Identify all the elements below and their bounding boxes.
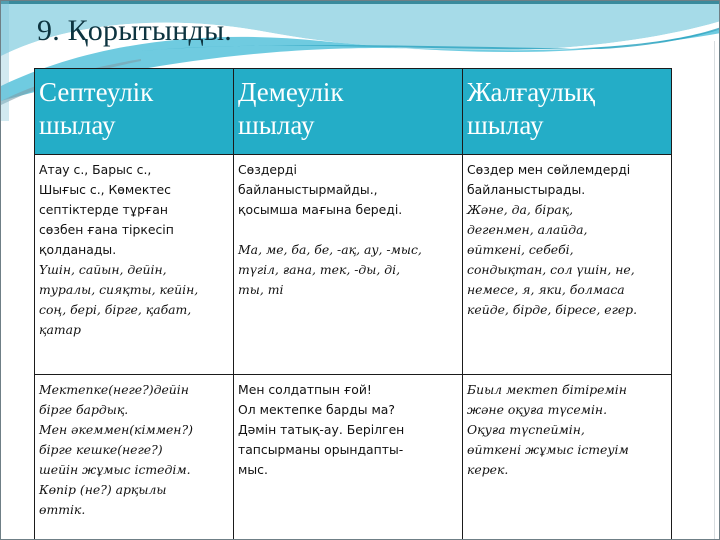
- cell-demeulik-examples: [234, 375, 463, 540]
- header-demeulik: [234, 69, 463, 155]
- definition-line: қосымша мағына береді.: [238, 202, 403, 217]
- table-header-row: [35, 69, 672, 155]
- example-line: өйткені, себебі,: [467, 242, 574, 257]
- definition-line: септіктерде тұрған: [39, 202, 168, 217]
- example-line: немесе, я, яки, болмаса: [467, 282, 625, 297]
- sentence-line: Биыл мектеп бітіремін: [467, 382, 627, 397]
- sentence-line: Дәмін татық-ау. Берілген: [238, 422, 405, 437]
- sentence-line: бірге бардық.: [39, 402, 129, 417]
- table-row-sentences: [35, 375, 672, 540]
- comparison-table: [34, 68, 672, 540]
- sentence-line: мыс.: [238, 462, 268, 477]
- definition-line: Атау с., Барыс с.,: [39, 162, 152, 177]
- sentence-line: Оқуға түспеймін,: [467, 422, 585, 437]
- example-line: Ма, ме, ба, бе, -ақ, ау, -мыс,: [238, 242, 422, 257]
- sentence-line: бірге кешке(неге?): [39, 442, 163, 457]
- sentence-line: керек.: [467, 462, 509, 477]
- header-text: Жалғаулық: [467, 77, 595, 107]
- cell-demeulik-definition: [234, 155, 463, 375]
- example-line: Және, да, бірақ,: [467, 202, 574, 217]
- header-zhalgaulyk: [463, 69, 672, 155]
- slide-title: 9. Қорытынды.: [37, 14, 233, 47]
- sentence-line: және оқуға түсемін.: [467, 402, 608, 417]
- example-line: соң, бері, бірге, қабат,: [39, 302, 192, 317]
- example-line: қатар: [39, 322, 81, 337]
- spacer: [238, 220, 459, 240]
- sentence-line: Мен әкеммен(кіммен?): [39, 422, 193, 437]
- cell-septeulik-definition: [35, 155, 234, 375]
- definition-line: Шығыс с., Көмектес: [39, 182, 171, 197]
- table-row-definitions: [35, 155, 672, 375]
- header-text: Септеулік: [39, 77, 154, 107]
- example-line: Үшін, сайын, дейін,: [39, 262, 167, 277]
- sentence-line: тапсырманы орындапты-: [238, 442, 404, 457]
- example-line: түгіл, ғана, тек, -ды, ді,: [238, 262, 401, 277]
- sentence-line: шейін жұмыс істедім.: [39, 462, 191, 477]
- header-septeulik: [35, 69, 234, 155]
- example-line: сондықтан, сол үшін, не,: [467, 262, 635, 277]
- definition-line: Сөздер мен сөйлемдерді: [467, 162, 631, 177]
- definition-line: сөзбен ғана тіркесіп: [39, 222, 174, 237]
- example-line: дегенмен, алайда,: [467, 222, 588, 237]
- definition-line: қолданады.: [39, 242, 117, 257]
- slide-edge-line: [714, 41, 715, 540]
- cell-zhalgaulyk-definition: [463, 155, 672, 375]
- sentence-line: өйткені жұмыс істеуім: [467, 442, 629, 457]
- sentence-line: Көпір (не?) арқылы: [39, 482, 167, 497]
- definition-line: байланыстырады.: [467, 182, 586, 197]
- example-line: ты, ті: [238, 282, 284, 297]
- header-text: шылау: [39, 110, 116, 140]
- example-line: туралы, сияқты, кейін,: [39, 282, 199, 297]
- cell-septeulik-examples: [35, 375, 234, 540]
- sentence-line: Мен солдатпын ғой!: [238, 382, 372, 397]
- sentence-line: Ол мектепке барды ма?: [238, 402, 395, 417]
- header-text: шылау: [238, 110, 315, 140]
- header-text: шылау: [467, 110, 544, 140]
- sentence-line: Мектепке(неге?)дейін: [39, 382, 189, 397]
- definition-line: байланыстырмайды.,: [238, 182, 378, 197]
- header-text: Демеулік: [238, 77, 344, 107]
- sentence-line: өттік.: [39, 502, 86, 517]
- cell-zhalgaulyk-examples: [463, 375, 672, 540]
- example-line: кейде, бірде, біресе, егер.: [467, 302, 638, 317]
- definition-line: Сөздерді: [238, 162, 297, 177]
